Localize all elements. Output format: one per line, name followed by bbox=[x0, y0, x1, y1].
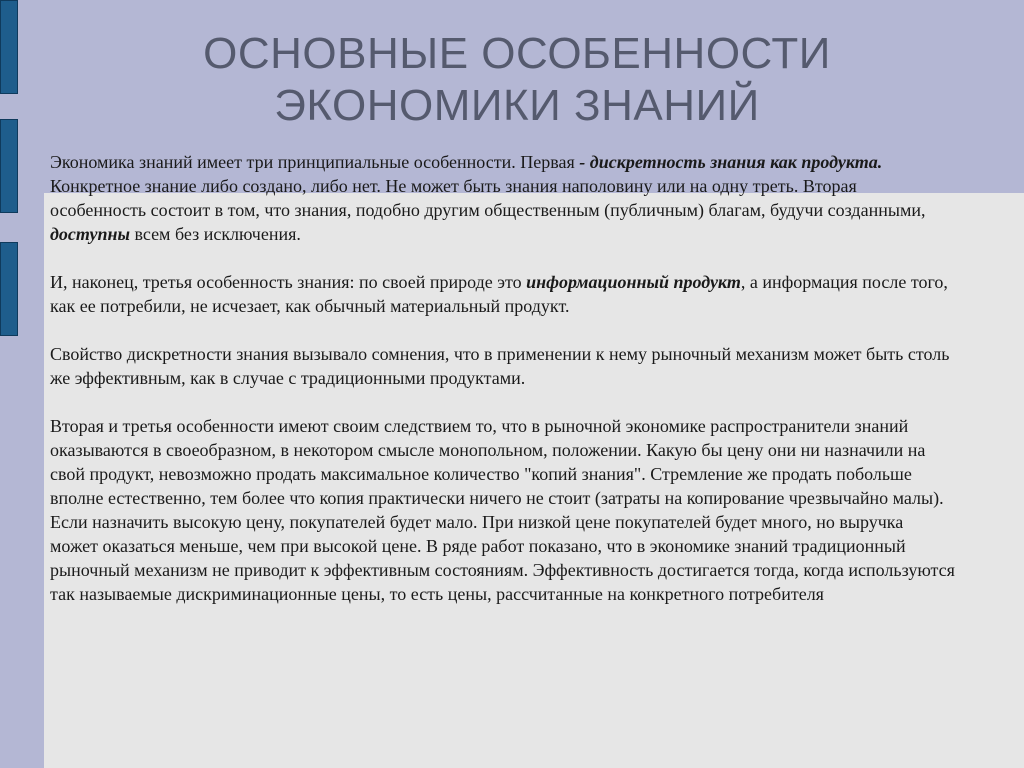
accent-bar-top bbox=[0, 0, 18, 94]
paragraph-1-emphasis-discreteness: - дискретность знания как продукта. bbox=[579, 152, 883, 172]
slide-body bbox=[50, 150, 955, 630]
paragraph-1 bbox=[50, 150, 955, 246]
paragraph-4: Вторая и третья особенности имеют своим следствием то, что в рыночной экономике распространители знаний оказываются в своеобразном, в некотором смысле монопольном, положении. Какую бы цену они ни назначили на свой продукт, невозможно продать максимальное количество "копий знания". Стремление же продать побольше вполне естественно, тем более что копия практически ничего не стоит (затраты на копирование чрезвычайно малы). Если назначить высокую цену, покупателей будет мало. При низкой цене покупателей будет много, но выручка может оказаться меньше, чем при высокой цене. В ряде работ показано, что в экономике знаний традиционный рыночный механизм не приводит к эффективным состояниям. Эффективность достигается тогда, когда используются так называемые дискриминационные цены, то есть цены, рассчитанные на конкретного потребителя bbox=[50, 416, 955, 604]
slide-title-line-1: ОСНОВНЫЕ ОСОБЕННОСТИ bbox=[203, 29, 831, 78]
paragraph-2-emphasis-information-product: информационный продукт bbox=[526, 272, 741, 292]
slide-title bbox=[44, 28, 990, 132]
paragraph-2-text-b: , а информация после того, как ее потребили, не исчезает, как обычный материальный продукт. bbox=[50, 272, 948, 316]
paragraph-1-text-b: Конкретное знание либо создано, либо нет. Не может быть знания наполовину или на одну треть. Вторая особенность состоит в том, что знания, подобно другим общественным (публичным) благам, будучи созданными, bbox=[50, 176, 926, 220]
slide-title-line-2: ЭКОНОМИКИ ЗНАНИЙ bbox=[274, 81, 760, 130]
paragraph-1-text-c: всем без исключения. bbox=[129, 224, 301, 244]
paragraph-3: Свойство дискретности знания вызывало сомнения, что в применении к нему рыночный механизм может быть столь же эффективным, как в случае с традиционными продуктами. bbox=[50, 344, 950, 388]
left-decor-strip bbox=[0, 0, 44, 768]
accent-bar-bottom bbox=[0, 242, 18, 336]
paragraph-1-text-a: Экономика знаний имеет три принципиальные особенности. Первая bbox=[50, 152, 580, 172]
paragraph-1-emphasis-accessible: доступны bbox=[50, 224, 130, 244]
accent-bar-middle bbox=[0, 119, 18, 213]
paragraph-2 bbox=[50, 270, 955, 318]
paragraph-2-text-a: И, наконец, третья особенность знания: по своей природе это bbox=[50, 272, 527, 292]
